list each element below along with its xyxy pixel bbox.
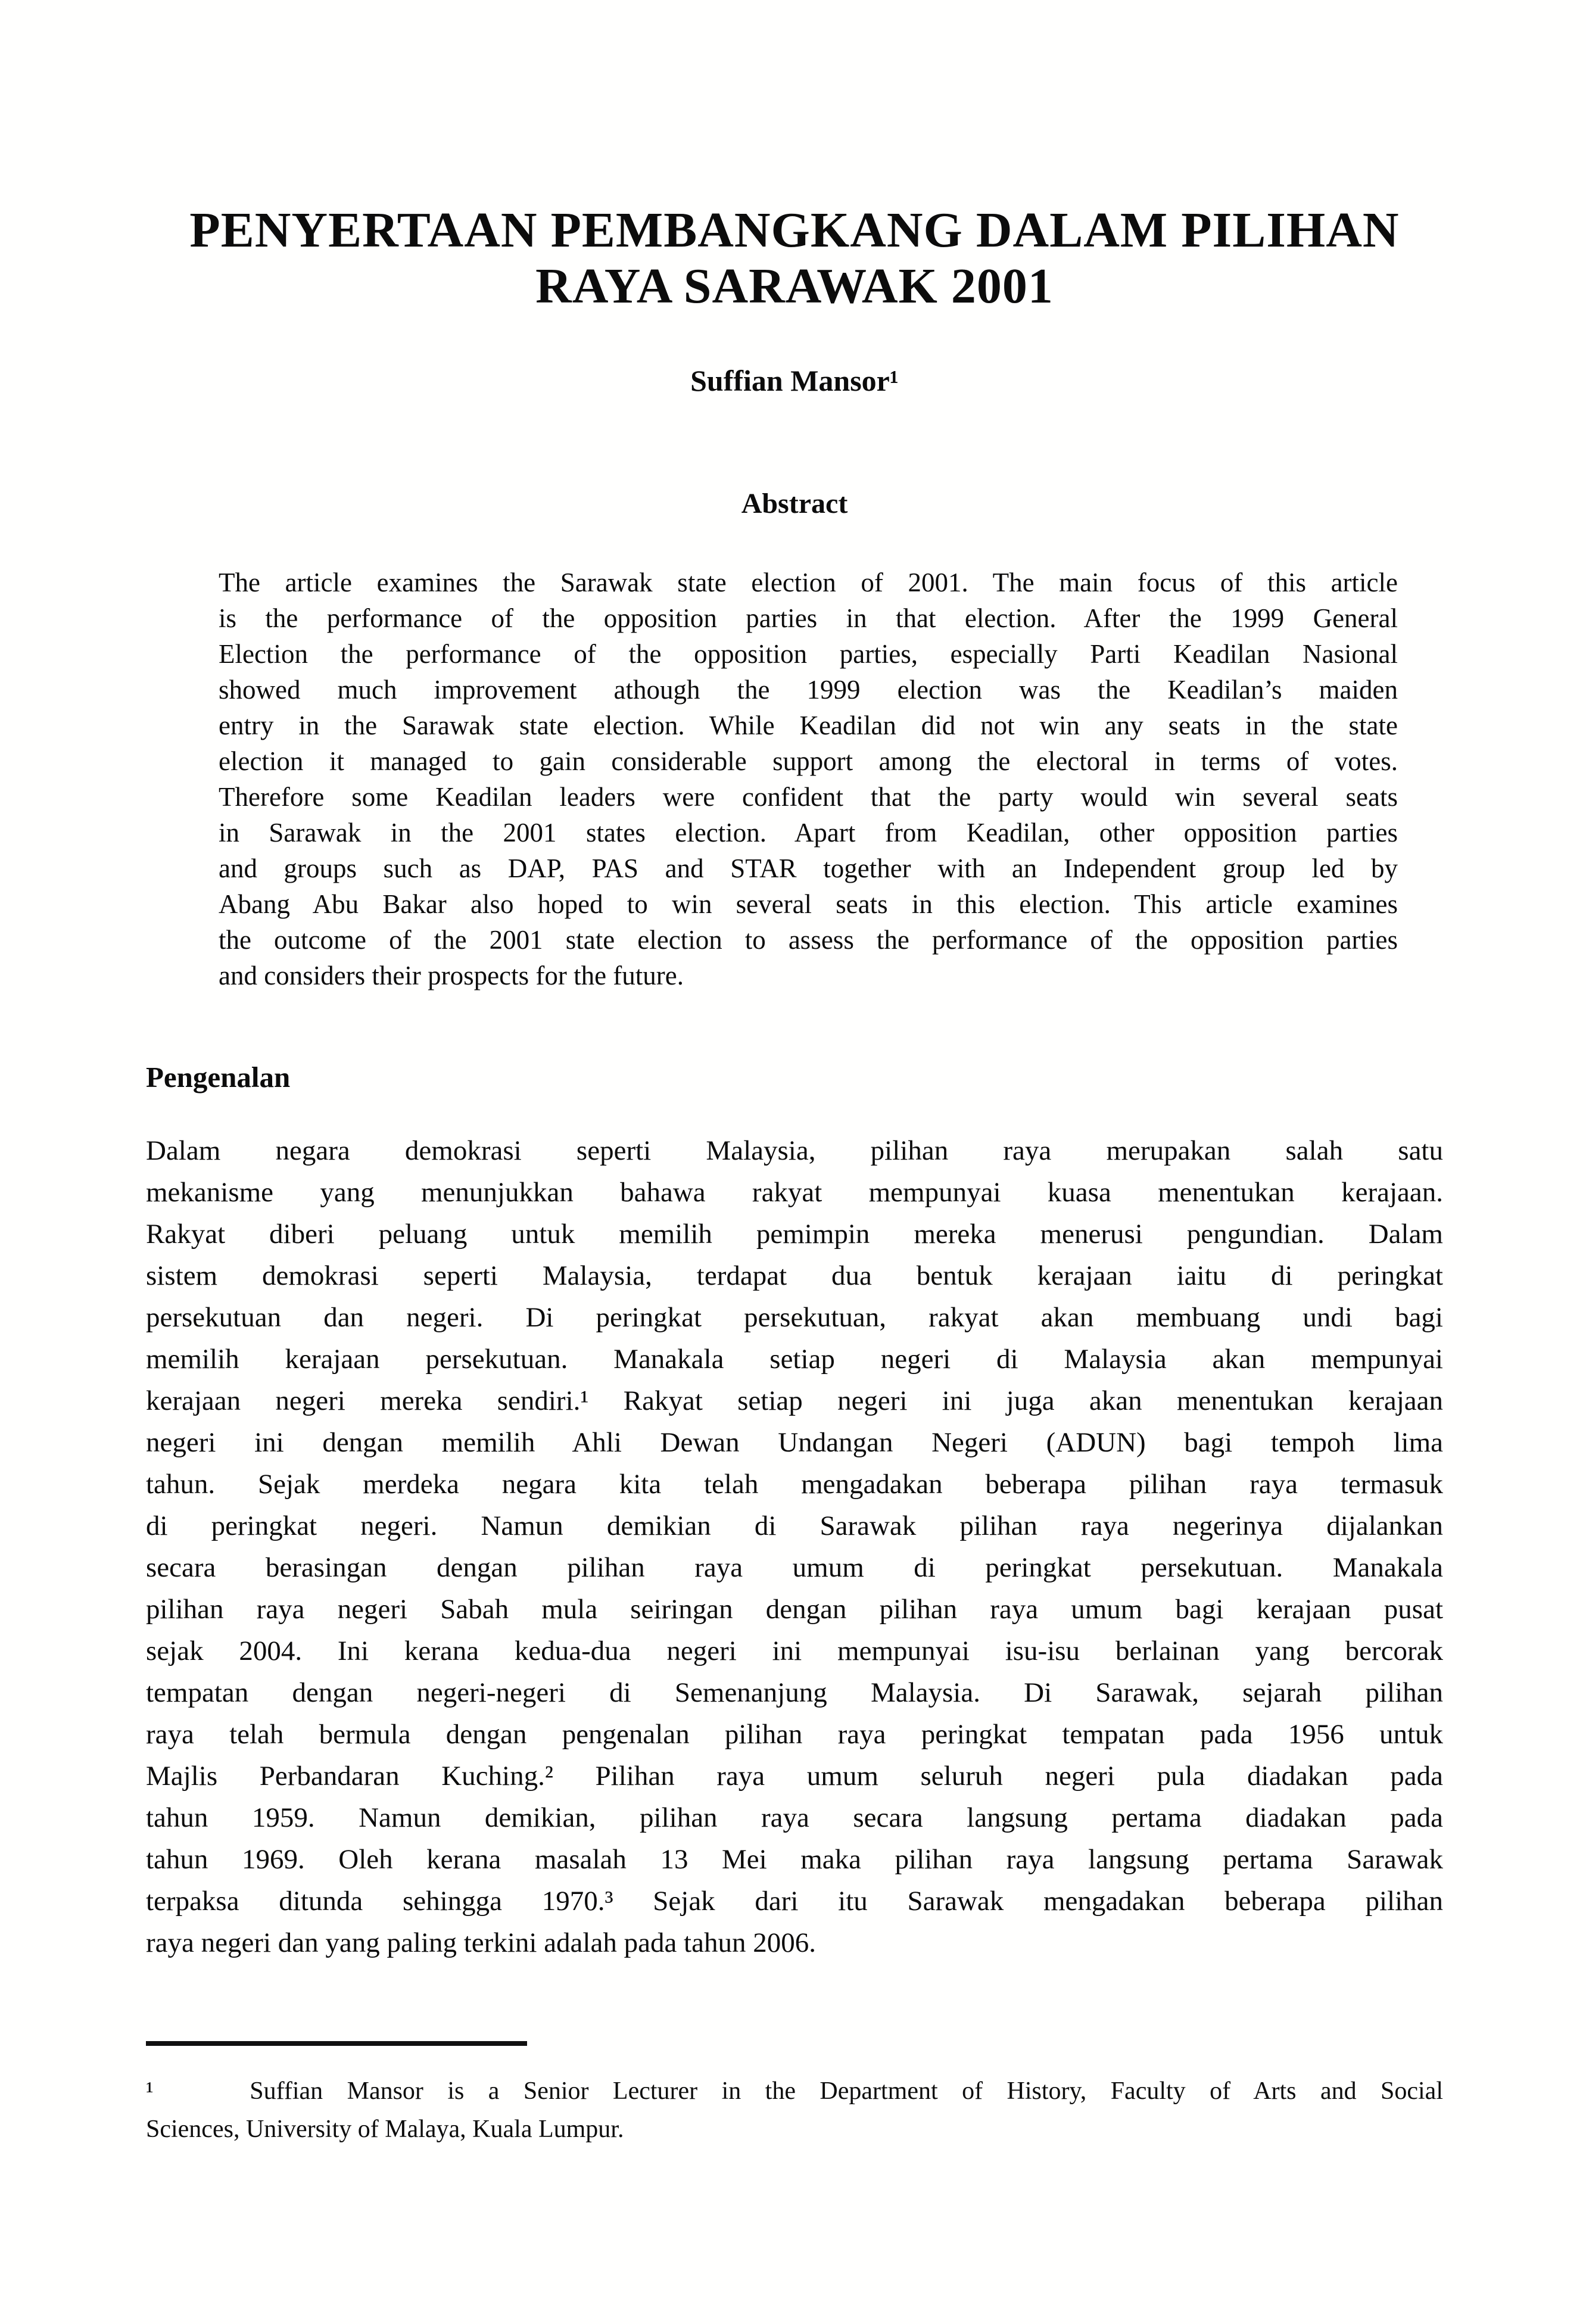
- text-line: terpaksa ditunda sehingga 1970.³ Sejak dari itu Sarawak mengadakan beberapa pilihan: [146, 1886, 1443, 1917]
- text-line: tahun 1969. Oleh kerana masalah 13 Mei maka pilihan raya langsung pertama Sarawak: [146, 1844, 1443, 1875]
- text-line: in Sarawak in the 2001 states election. Apart from Keadilan, other opposition parties: [219, 818, 1398, 848]
- text-line: Dalam negara demokrasi seperti Malaysia, pilihan raya merupakan salah satu: [146, 1135, 1443, 1166]
- article-title-line-2: RAYA SARAWAK 2001: [535, 258, 1054, 314]
- text-line: negeri ini dengan memilih Ahli Dewan Undangan Negeri (ADUN) bagi tempoh lima: [146, 1427, 1443, 1458]
- text-line: is the performance of the opposition parties in that election. After the 1999 General: [219, 603, 1398, 633]
- author-name: Suffian Mansor¹: [690, 364, 899, 397]
- text-line: kerajaan negeri mereka sendiri.¹ Rakyat setiap negeri ini juga akan menentukan kerajaan: [146, 1385, 1443, 1416]
- article-title: [146, 203, 1443, 314]
- text-line: Sciences, University of Malaya, Kuala Lumpur.: [146, 2116, 624, 2143]
- text-line: persekutuan dan negeri. Di peringkat persekutuan, rakyat akan membuang undi bagi: [146, 1302, 1443, 1333]
- text-line: ¹ Suffian Mansor is a Senior Lecturer in the Department of History, Faculty of Arts and Social: [146, 2077, 1443, 2105]
- text-line: and groups such as DAP, PAS and STAR together with an Independent group led by: [219, 853, 1398, 883]
- abstract-paragraph: [219, 565, 1398, 993]
- text-line: entry in the Sarawak state election. While Keadilan did not win any seats in the state: [219, 711, 1398, 740]
- text-line: tempatan dengan negeri-negeri di Semenanjung Malaysia. Di Sarawak, sejarah pilihan: [146, 1677, 1443, 1708]
- text-line: Therefore some Keadilan leaders were confident that the party would win several seats: [219, 782, 1398, 812]
- footnote-text: [146, 2072, 1443, 2148]
- text-line: memilih kerajaan persekutuan. Manakala setiap negeri di Malaysia akan mempunyai: [146, 1344, 1443, 1375]
- section-heading-pengenalan: Pengenalan: [146, 1061, 291, 1094]
- introduction-paragraph: [146, 1130, 1443, 1964]
- text-line: di peringkat negeri. Namun demikian di Sarawak pilihan raya negerinya dijalankan: [146, 1510, 1443, 1541]
- footnote-separator-rule: [146, 2041, 527, 2046]
- text-line: sejak 2004. Ini kerana kedua-dua negeri ini mempunyai isu-isu berlainan yang bercorak: [146, 1635, 1443, 1666]
- text-line: Abang Abu Bakar also hoped to win several seats in this election. This article examines: [219, 889, 1398, 919]
- text-line: Majlis Perbandaran Kuching.² Pilihan raya umum seluruh negeri pula diadakan pada: [146, 1761, 1443, 1792]
- article-title-line-1: PENYERTAAN PEMBANGKANG DALAM PILIHAN: [189, 203, 1400, 258]
- text-line: secara berasingan dengan pilihan raya umum di peringkat persekutuan. Manakala: [146, 1552, 1443, 1583]
- text-line: raya telah bermula dengan pengenalan pilihan raya peringkat tempatan pada 1956 untuk: [146, 1719, 1443, 1750]
- text-line: Election the performance of the opposition parties, especially Parti Keadilan Nasional: [219, 639, 1398, 669]
- text-line: mekanisme yang menunjukkan bahawa rakyat mempunyai kuasa menentukan kerajaan.: [146, 1177, 1443, 1208]
- text-line: election it managed to gain considerable support among the electoral in terms of votes.: [219, 746, 1398, 776]
- text-line: pilihan raya negeri Sabah mula seiringan dengan pilihan raya umum bagi kerajaan pusat: [146, 1594, 1443, 1625]
- text-line: the outcome of the 2001 state election to assess the performance of the opposition parties: [219, 925, 1398, 955]
- text-line: tahun 1959. Namun demikian, pilihan raya secara langsung pertama diadakan pada: [146, 1802, 1443, 1833]
- text-line: tahun. Sejak merdeka negara kita telah mengadakan beberapa pilihan raya termasuk: [146, 1469, 1443, 1500]
- abstract-heading: Abstract: [741, 488, 848, 519]
- text-line: The article examines the Sarawak state election of 2001. The main focus of this article: [219, 568, 1398, 597]
- text-line: Rakyat diberi peluang untuk memilih pemimpin mereka menerusi pengundian. Dalam: [146, 1219, 1443, 1250]
- text-line: showed much improvement athough the 1999 election was the Keadilan’s maiden: [219, 675, 1398, 705]
- text-line: raya negeri dan yang paling terkini adalah pada tahun 2006.: [146, 1927, 816, 1958]
- text-line: and considers their prospects for the future.: [219, 961, 684, 990]
- text-line: sistem demokrasi seperti Malaysia, terdapat dua bentuk kerajaan iaitu di peringkat: [146, 1260, 1443, 1291]
